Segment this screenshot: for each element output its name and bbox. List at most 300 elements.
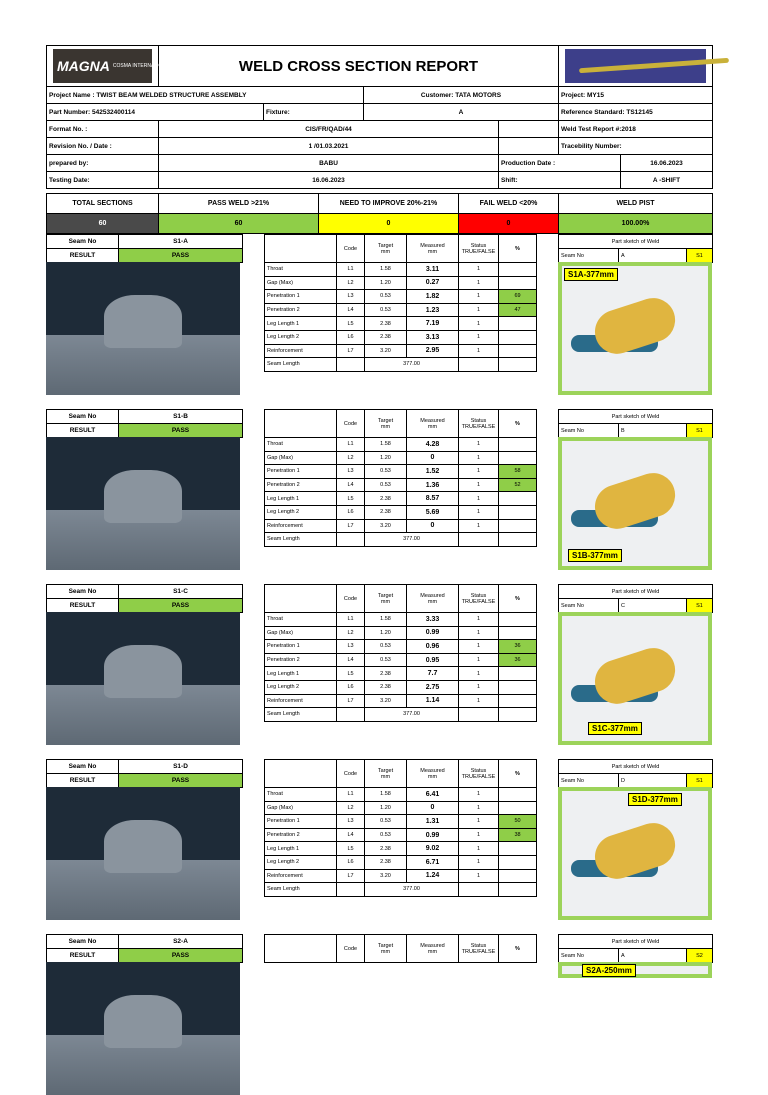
prepared-label: prepared by: xyxy=(47,155,159,172)
weld-macro-image xyxy=(46,437,240,570)
table-row xyxy=(265,478,537,492)
row-code: L5 xyxy=(337,842,365,856)
seam-label-table xyxy=(46,409,243,438)
pct-head: % xyxy=(499,935,537,963)
format-label: Format No. : xyxy=(47,121,159,138)
summary-header-improve: NEED TO IMPROVE 20%-21% xyxy=(319,194,459,214)
row-name: Leg Length 1 xyxy=(265,667,337,681)
pct-cell xyxy=(499,317,537,331)
row-status: 1 xyxy=(459,290,499,304)
target-unit: mm xyxy=(380,248,391,255)
row-status: 1 xyxy=(459,801,499,815)
row-target: 1.20 xyxy=(365,801,407,815)
pct-cell xyxy=(499,667,537,681)
pct-cell xyxy=(499,626,537,640)
row-name: Gap (Max) xyxy=(265,626,337,640)
table-row xyxy=(265,667,537,681)
table-row xyxy=(265,626,537,640)
pct-head: % xyxy=(499,235,537,263)
seam-no-value: S1-D xyxy=(119,760,243,774)
row-name: Throat xyxy=(265,263,337,277)
row-status: 1 xyxy=(459,492,499,506)
row-measured: 1.24 xyxy=(407,869,459,883)
part-sketch-image xyxy=(558,437,712,570)
summary-fail: 0 xyxy=(459,214,559,234)
row-status: 1 xyxy=(459,626,499,640)
target-head xyxy=(365,585,407,613)
row-status: 1 xyxy=(459,640,499,654)
row-name: Penetration 2 xyxy=(265,828,337,842)
row-measured: 2.75 xyxy=(407,680,459,694)
sketch-seam-label: Seam No xyxy=(559,424,619,438)
pct-cell xyxy=(499,505,537,519)
pct-cell: 69 xyxy=(499,290,537,304)
testing-value: 16.06.2023 xyxy=(159,172,499,189)
measurement-table xyxy=(264,584,537,722)
shift-label: Shift: xyxy=(499,172,621,189)
row-name: Leg Length 2 xyxy=(265,505,337,519)
sketch-title: Part sketch of Weld xyxy=(559,585,713,599)
table-row xyxy=(265,465,537,479)
measured-label: Measured xyxy=(420,242,445,249)
sketch-group: S1 xyxy=(687,249,713,263)
row-measured: 2.95 xyxy=(407,344,459,358)
row-status: 1 xyxy=(459,842,499,856)
code-head: Code xyxy=(337,935,365,963)
row-measured: 1.31 xyxy=(407,815,459,829)
pct-cell xyxy=(499,842,537,856)
row-code: L7 xyxy=(337,344,365,358)
seam-length-value: 377.00 xyxy=(365,358,459,372)
row-target: 0.53 xyxy=(365,478,407,492)
pct-cell: 47 xyxy=(499,303,537,317)
table-row xyxy=(265,317,537,331)
seam-length-tag: S1D-377mm xyxy=(628,793,682,806)
seam-section xyxy=(46,584,712,759)
table-row xyxy=(265,788,537,802)
table-row xyxy=(265,694,537,708)
project-name: Project Name : TWIST BEAM WELDED STRUCTURE ASSEMBLY xyxy=(47,87,364,104)
pct-cell xyxy=(499,451,537,465)
row-code: L7 xyxy=(337,694,365,708)
pct-cell: 36 xyxy=(499,653,537,667)
sketch-group: S1 xyxy=(687,424,713,438)
status-head xyxy=(459,410,499,438)
row-code: L4 xyxy=(337,653,365,667)
row-target: 1.20 xyxy=(365,626,407,640)
result-label: RESULT xyxy=(47,249,119,263)
row-name: Leg Length 2 xyxy=(265,680,337,694)
project-image-cell xyxy=(559,46,713,87)
row-code: L2 xyxy=(337,801,365,815)
part-sketch-image xyxy=(558,262,712,395)
seam-section xyxy=(46,234,712,409)
row-target: 1.58 xyxy=(365,613,407,627)
row-target: 1.20 xyxy=(365,276,407,290)
row-status: 1 xyxy=(459,869,499,883)
target-unit: mm xyxy=(380,423,391,430)
prepared-value: BABU xyxy=(159,155,499,172)
seam-section xyxy=(46,409,712,584)
row-code: L3 xyxy=(337,640,365,654)
target-label: Target xyxy=(377,942,394,949)
measurement-table xyxy=(264,409,537,547)
summary-table xyxy=(46,193,713,234)
name-head xyxy=(265,585,337,613)
row-measured: 0 xyxy=(407,451,459,465)
result-value: PASS xyxy=(119,949,243,963)
status-head xyxy=(459,935,499,963)
sketch-title: Part sketch of Weld xyxy=(559,410,713,424)
status-sub: TRUE/FALSE xyxy=(461,423,496,430)
row-target: 0.53 xyxy=(365,465,407,479)
row-code: L3 xyxy=(337,465,365,479)
row-measured: 1.14 xyxy=(407,694,459,708)
seam-length-tag: S1C-377mm xyxy=(588,722,642,735)
measured-head xyxy=(407,585,459,613)
row-target: 0.53 xyxy=(365,303,407,317)
status-label: Status xyxy=(470,417,487,424)
sketch-group: S1 xyxy=(687,599,713,613)
row-code: L6 xyxy=(337,330,365,344)
row-target: 2.38 xyxy=(365,330,407,344)
measured-unit: mm xyxy=(427,248,438,255)
customer: Customer: TATA MOTORS xyxy=(364,87,559,104)
row-status: 1 xyxy=(459,276,499,290)
row-code: L6 xyxy=(337,855,365,869)
sketch-table xyxy=(558,934,713,963)
row-target: 1.58 xyxy=(365,263,407,277)
row-code: L1 xyxy=(337,438,365,452)
row-status: 1 xyxy=(459,613,499,627)
pct-head: % xyxy=(499,410,537,438)
pct-cell: 52 xyxy=(499,478,537,492)
status-label: Status xyxy=(470,942,487,949)
seam-no-value: S1-B xyxy=(119,410,243,424)
pct-cell xyxy=(499,344,537,358)
pct-cell xyxy=(499,613,537,627)
seam-no-label: Seam No xyxy=(47,235,119,249)
target-head xyxy=(365,410,407,438)
measured-label: Measured xyxy=(420,767,445,774)
summary-header-pass: PASS WELD >21% xyxy=(159,194,319,214)
table-row xyxy=(265,438,537,452)
row-code: L5 xyxy=(337,317,365,331)
part-sketch-image xyxy=(558,612,712,745)
revision-blank xyxy=(499,138,559,155)
table-row xyxy=(265,869,537,883)
sketch-title: Part sketch of Weld xyxy=(559,760,713,774)
seam-label-table xyxy=(46,934,243,963)
row-name: Leg Length 2 xyxy=(265,855,337,869)
result-value: PASS xyxy=(119,424,243,438)
revision-value: 1 /01.03.2021 xyxy=(159,138,499,155)
row-name: Throat xyxy=(265,613,337,627)
name-head xyxy=(265,235,337,263)
row-measured: 9.02 xyxy=(407,842,459,856)
sketch-title: Part sketch of Weld xyxy=(559,235,713,249)
target-head xyxy=(365,935,407,963)
row-name: Leg Length 1 xyxy=(265,842,337,856)
row-status: 1 xyxy=(459,653,499,667)
row-status: 1 xyxy=(459,330,499,344)
row-code: L4 xyxy=(337,478,365,492)
status-label: Status xyxy=(470,592,487,599)
row-name: Gap (Max) xyxy=(265,801,337,815)
status-head xyxy=(459,585,499,613)
logo-cell xyxy=(47,46,172,87)
seam-length-value: 377.00 xyxy=(365,883,459,897)
part-sketch-image xyxy=(558,787,712,920)
row-code: L4 xyxy=(337,828,365,842)
pct-cell xyxy=(499,680,537,694)
row-name: Leg Length 1 xyxy=(265,317,337,331)
row-code: L1 xyxy=(337,613,365,627)
seam-no-value: S1-A xyxy=(119,235,243,249)
seam-length-tag: S2A-250mm xyxy=(582,964,636,977)
table-row xyxy=(265,801,537,815)
measured-label: Measured xyxy=(420,592,445,599)
row-measured: 7.19 xyxy=(407,317,459,331)
pct-cell: 36 xyxy=(499,640,537,654)
seam-label-table xyxy=(46,759,243,788)
seam-length-tag: S1B-377mm xyxy=(568,549,622,562)
row-measured: 1.52 xyxy=(407,465,459,479)
measurement-table xyxy=(264,234,537,372)
target-head xyxy=(365,760,407,788)
measured-unit: mm xyxy=(427,948,438,955)
sketch-seam-value: A xyxy=(619,949,687,963)
row-measured: 4.28 xyxy=(407,438,459,452)
pct-cell xyxy=(499,438,537,452)
row-name: Penetration 1 xyxy=(265,290,337,304)
row-name: Leg Length 1 xyxy=(265,492,337,506)
row-target: 2.38 xyxy=(365,842,407,856)
logo-sub: COSMA INTERNATIONAL xyxy=(112,63,172,69)
measured-unit: mm xyxy=(427,773,438,780)
pct-cell xyxy=(499,330,537,344)
weld-macro-image xyxy=(46,962,240,1095)
row-target: 3.20 xyxy=(365,344,407,358)
measured-label: Measured xyxy=(420,942,445,949)
row-name: Reinforcement xyxy=(265,694,337,708)
target-label: Target xyxy=(377,417,394,424)
measured-label: Measured xyxy=(420,417,445,424)
seam-no-label: Seam No xyxy=(47,585,119,599)
pct-head: % xyxy=(499,760,537,788)
seam-length-label: Seam Length xyxy=(265,533,337,547)
target-head xyxy=(365,235,407,263)
table-row xyxy=(265,855,537,869)
format-value: CIS/FR/QAD/44 xyxy=(159,121,499,138)
row-measured: 0.95 xyxy=(407,653,459,667)
status-head xyxy=(459,760,499,788)
row-measured: 0.27 xyxy=(407,276,459,290)
measured-head xyxy=(407,410,459,438)
report-title: WELD CROSS SECTION REPORT xyxy=(159,46,559,87)
row-measured: 0.99 xyxy=(407,626,459,640)
target-unit: mm xyxy=(380,598,391,605)
pct-cell xyxy=(499,492,537,506)
row-status: 1 xyxy=(459,815,499,829)
production-label: Production Date : xyxy=(499,155,621,172)
row-name: Penetration 2 xyxy=(265,478,337,492)
pct-cell xyxy=(499,869,537,883)
measured-unit: mm xyxy=(427,598,438,605)
table-row xyxy=(265,330,537,344)
table-row xyxy=(265,828,537,842)
status-sub: TRUE/FALSE xyxy=(461,948,496,955)
row-target: 0.53 xyxy=(365,290,407,304)
row-measured: 8.57 xyxy=(407,492,459,506)
measured-head xyxy=(407,760,459,788)
table-row xyxy=(265,519,537,533)
table-row xyxy=(265,653,537,667)
summary-header-fail: FAIL WELD <20% xyxy=(459,194,559,214)
sketch-table xyxy=(558,409,713,438)
row-status: 1 xyxy=(459,667,499,681)
table-row xyxy=(265,451,537,465)
row-status: 1 xyxy=(459,855,499,869)
target-unit: mm xyxy=(380,773,391,780)
code-head: Code xyxy=(337,760,365,788)
status-label: Status xyxy=(470,242,487,249)
row-name: Reinforcement xyxy=(265,519,337,533)
row-status: 1 xyxy=(459,451,499,465)
fixture-label: Fixture: xyxy=(264,104,364,121)
report-sheet xyxy=(46,45,712,978)
name-head xyxy=(265,760,337,788)
sketch-table xyxy=(558,584,713,613)
weld-test-report: Weld Test Report #:2018 xyxy=(559,121,713,138)
table-row xyxy=(265,883,537,897)
row-name: Penetration 2 xyxy=(265,303,337,317)
table-row xyxy=(265,276,537,290)
row-code: L6 xyxy=(337,505,365,519)
table-row xyxy=(265,613,537,627)
table-row xyxy=(265,708,537,722)
revision-label: Revision No. / Date : xyxy=(47,138,159,155)
sketch-table xyxy=(558,234,713,263)
pct-head: % xyxy=(499,585,537,613)
target-label: Target xyxy=(377,592,394,599)
seam-section xyxy=(46,759,712,934)
seam-length-label: Seam Length xyxy=(265,883,337,897)
seam-section xyxy=(46,934,712,978)
part-sketch-image xyxy=(558,962,712,978)
row-code: L3 xyxy=(337,290,365,304)
row-status: 1 xyxy=(459,694,499,708)
sketch-seam-value: D xyxy=(619,774,687,788)
sketch-seam-label: Seam No xyxy=(559,949,619,963)
row-target: 0.53 xyxy=(365,828,407,842)
row-measured: 0 xyxy=(407,801,459,815)
result-label: RESULT xyxy=(47,424,119,438)
summary-pist: 100.00% xyxy=(559,214,713,234)
row-code: L7 xyxy=(337,519,365,533)
sketch-seam-value: A xyxy=(619,249,687,263)
result-value: PASS xyxy=(119,249,243,263)
row-status: 1 xyxy=(459,303,499,317)
sketch-seam-label: Seam No xyxy=(559,599,619,613)
pct-cell xyxy=(499,263,537,277)
summary-total: 60 xyxy=(47,214,159,234)
format-blank xyxy=(499,121,559,138)
code-head: Code xyxy=(337,235,365,263)
pct-cell: 38 xyxy=(499,828,537,842)
magna-logo xyxy=(53,49,172,83)
row-status: 1 xyxy=(459,317,499,331)
row-name: Throat xyxy=(265,788,337,802)
logo-brand: MAGNA xyxy=(57,58,110,74)
name-head xyxy=(265,935,337,963)
measured-head xyxy=(407,935,459,963)
row-target: 2.38 xyxy=(365,680,407,694)
row-status: 1 xyxy=(459,828,499,842)
table-row xyxy=(265,344,537,358)
pct-cell xyxy=(499,276,537,290)
weld-macro-image xyxy=(46,612,240,745)
result-value: PASS xyxy=(119,774,243,788)
pct-cell xyxy=(499,855,537,869)
table-row xyxy=(265,263,537,277)
row-code: L2 xyxy=(337,276,365,290)
status-sub: TRUE/FALSE xyxy=(461,773,496,780)
row-measured: 3.13 xyxy=(407,330,459,344)
table-row xyxy=(265,640,537,654)
row-measured: 3.33 xyxy=(407,613,459,627)
shift-value: A -SHIFT xyxy=(621,172,713,189)
row-target: 3.20 xyxy=(365,519,407,533)
status-label: Status xyxy=(470,767,487,774)
name-head xyxy=(265,410,337,438)
seam-length-value: 377.00 xyxy=(365,533,459,547)
row-name: Gap (Max) xyxy=(265,451,337,465)
row-name: Penetration 2 xyxy=(265,653,337,667)
row-name: Penetration 1 xyxy=(265,815,337,829)
row-target: 0.53 xyxy=(365,653,407,667)
row-code: L2 xyxy=(337,451,365,465)
row-target: 1.20 xyxy=(365,451,407,465)
seam-length-label: Seam Length xyxy=(265,708,337,722)
result-value: PASS xyxy=(119,599,243,613)
sketch-group: S1 xyxy=(687,774,713,788)
row-status: 1 xyxy=(459,344,499,358)
row-code: L5 xyxy=(337,667,365,681)
twist-beam-image xyxy=(565,49,706,83)
traceability: Tracebility Number: xyxy=(559,138,713,155)
table-row xyxy=(265,505,537,519)
row-code: L3 xyxy=(337,815,365,829)
row-target: 2.38 xyxy=(365,317,407,331)
row-name: Reinforcement xyxy=(265,869,337,883)
sketch-seam-label: Seam No xyxy=(559,249,619,263)
row-measured: 1.36 xyxy=(407,478,459,492)
row-measured: 0 xyxy=(407,519,459,533)
row-status: 1 xyxy=(459,465,499,479)
testing-label: Testing Date: xyxy=(47,172,159,189)
table-row xyxy=(265,533,537,547)
sketch-group: S2 xyxy=(687,949,713,963)
target-label: Target xyxy=(377,767,394,774)
summary-header-total: TOTAL SECTIONS xyxy=(47,194,159,214)
row-target: 2.38 xyxy=(365,492,407,506)
project-code: Project: MY15 xyxy=(559,87,713,104)
row-status: 1 xyxy=(459,788,499,802)
row-measured: 5.69 xyxy=(407,505,459,519)
seam-no-label: Seam No xyxy=(47,760,119,774)
table-row xyxy=(265,358,537,372)
